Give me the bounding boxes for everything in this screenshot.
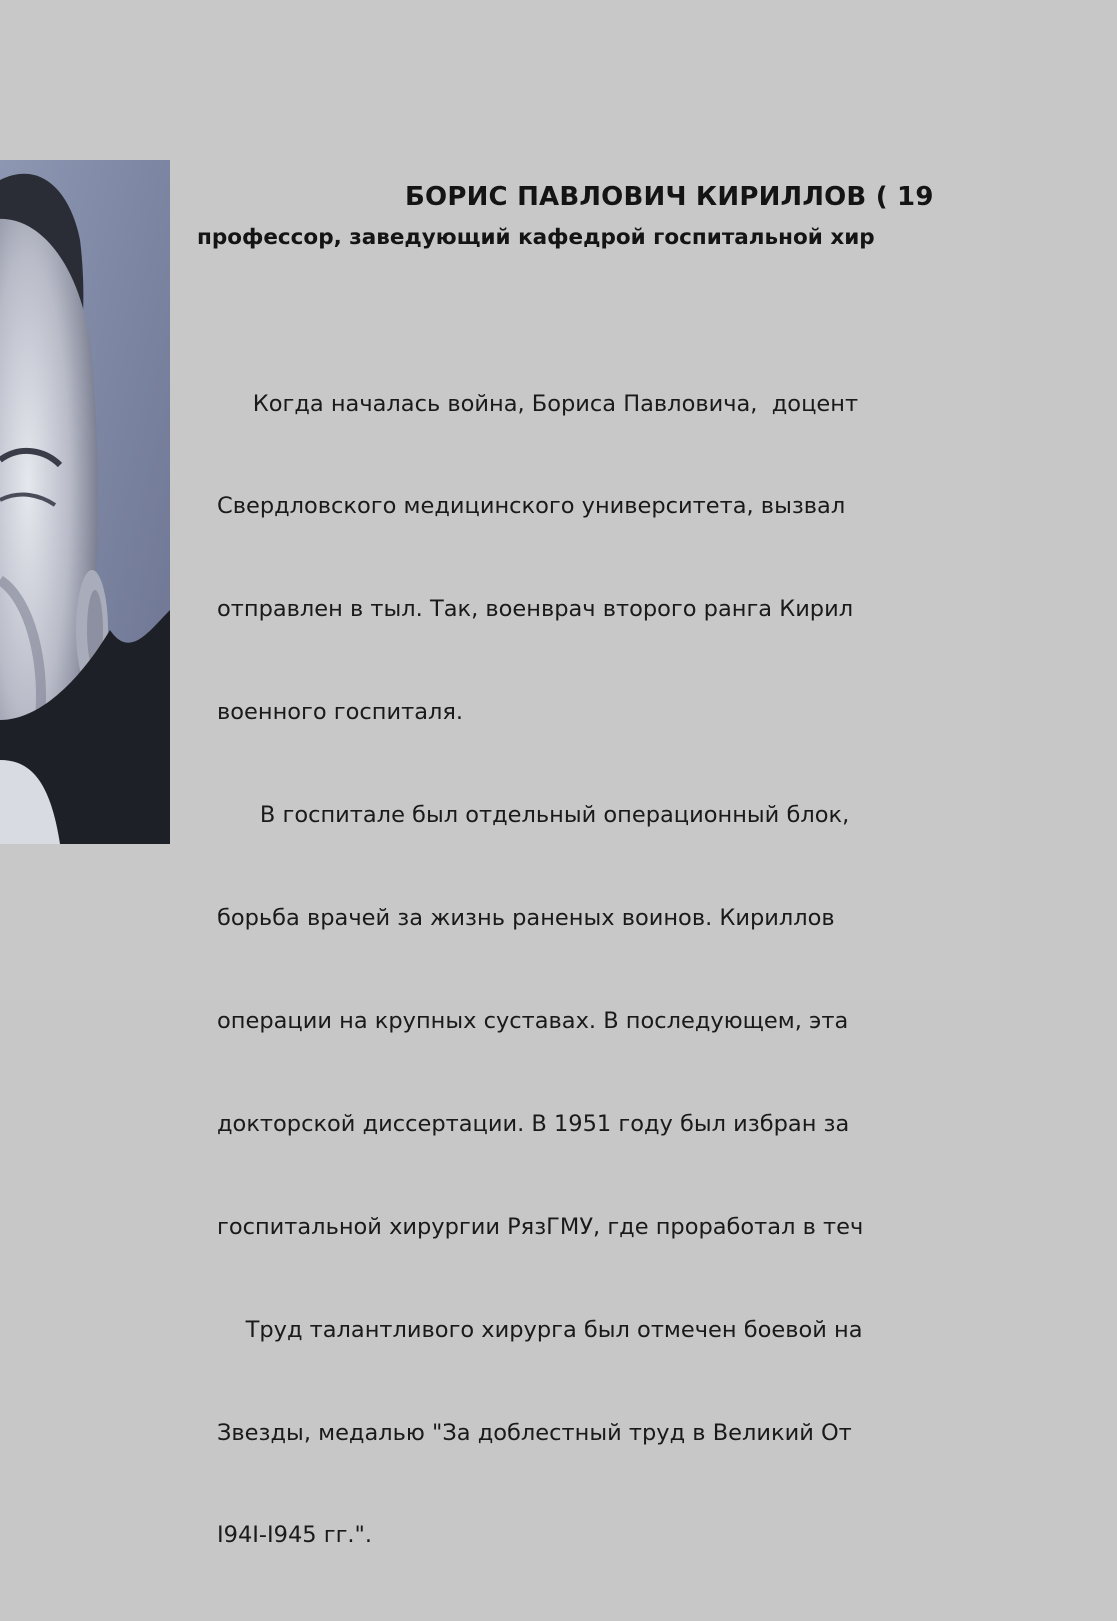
text-line: Когда началась война, Бориса Павловича, доцент (217, 390, 859, 417)
page-title: БОРИС ПАВЛОВИЧ КИРИЛЛОВ ( 19 (405, 182, 934, 212)
text-line: Свердловского медицинского университета, вызвал (217, 493, 846, 520)
text-line: операции на крупных суставах. В последующем, эта (217, 1007, 849, 1034)
biography-text (217, 318, 1117, 1621)
text-line: В госпитале был отдельный операционный блок, (217, 802, 850, 829)
portrait-illustration (0, 160, 170, 844)
portrait-photo (0, 160, 170, 844)
text-line: борьба врачей за жизнь раненых воинов. Кириллов (217, 905, 835, 932)
text-line: отправлен в тыл. Так, военврач второго ранга Кирил (217, 596, 854, 623)
text-line: военного госпиталя. (217, 699, 464, 726)
text-line: госпитальной хирургии РязГМУ, где проработал в теч (217, 1213, 864, 1240)
text-line: докторской диссертации. В 1951 году был избран за (217, 1110, 850, 1137)
text-line: Звезды, медалью "За доблестный труд в Великий От (217, 1419, 852, 1446)
text-line: I94I-I945 гг.". (217, 1522, 373, 1549)
page-subtitle: профессор, заведующий кафедрой госпитальной хир (197, 225, 875, 250)
text-line: Труд талантливого хирурга был отмечен боевой на (217, 1316, 863, 1343)
